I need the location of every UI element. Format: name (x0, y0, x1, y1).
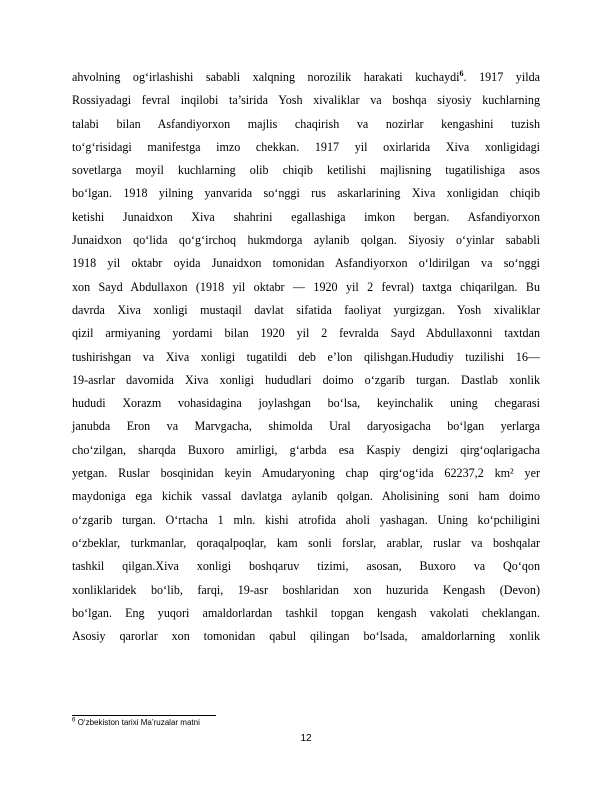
text-line: sovetlarga moyil kuchlarning olib chiqib ketilishi majlisning tugatilishiga asos (72, 163, 540, 178)
footnote (72, 718, 200, 728)
text-line-1 (72, 66, 540, 89)
text-line: o‘zgarib turgan. O‘rtacha 1 mln. kishi atrofida aholi yashagan. Uning ko‘pchiligini (72, 512, 540, 527)
text-line: davrda Xiva xonligi mustaqil davlat sifatida faoliyat yurgizgan. Yosh xivaliklar (72, 302, 540, 317)
text-line: 1918 yil oktabr oyida Junaidxon tomonidan Asfandiyorxon o‘ldirilgan va so‘nggi (72, 256, 540, 271)
page-number: 12 (300, 733, 312, 744)
footnote-number: 6 (72, 717, 76, 724)
text-line: tushirishgan va Xiva xonligi tugatildi deb e’lon qilishgan.Hududiy tuzilishi 16— (72, 349, 540, 364)
text-line: tashkil qilgan.Xiva xonligi boshqaruv tizimi, asosan, Buxoro va Qo‘qon (72, 559, 540, 574)
text-line: Asosiy qarorlar xon tomonidan qabul qilingan bo‘lsada, amaldorlarning xonlik (72, 629, 540, 644)
text-line: o‘zbeklar, turkmanlar, qoraqalpoqlar, kam sonli forslar, arablar, ruslar va boshqalar (72, 535, 540, 550)
footnote-reference[interactable]: 6 (459, 68, 464, 78)
text-line: ketishi Junaidxon Xiva shahrini egallashiga imkon bergan. Asfandiyorxon (72, 209, 540, 224)
text-line: hududi Xorazm vohasidagina joylashgan bo‘lsa, keyinchalik uning chegarasi (72, 396, 540, 411)
text-line: bo‘lgan. Eng yuqori amaldorlardan tashkil topgan kengash vakolati cheklangan. (72, 605, 540, 620)
text-line: xonliklaridek bo‘lib, farqi, 19-asr boshlaridan xon huzurida Kengash (Devon) (72, 582, 540, 597)
text-line: maydoniga ega kichik vassal davlatga aylanib qolgan. Aholisining soni ham doimo (72, 489, 540, 504)
text-line: 19-asrlar davomida Xiva xonligi hududlari doimo o‘zgarib turgan. Dastlab xonlik (72, 372, 540, 387)
text-line: to‘g‘risidagi manifestga imzo chekkan. 1917 yil oxirlarida Xiva xonligidagi (72, 139, 540, 154)
body-text (72, 66, 540, 648)
text-line: Rossiyadagi fevral inqilobi ta’sirida Yosh xivaliklar va boshqa siyosiy kuchlarning (72, 93, 540, 108)
text-line: cho‘zilgan, sharqda Buxoro amirligi, g‘arbda esa Kaspiy dengizi qirg‘oqlarigacha (72, 442, 540, 457)
text-line-1-start: ahvolning og‘irlashishi sababli xalqning norozilik harakati kuchaydi (72, 70, 460, 84)
text-line: Junaidxon qo‘lida qo‘g‘irchoq hukmdorga aylanib qolgan. Siyosiy o‘yinlar sababli (72, 233, 540, 248)
text-line: yetgan. Ruslar bosqinidan keyin Amudaryoning chap qirg‘og‘ida 62237,2 km² yer (72, 466, 540, 481)
text-line: qizil armiyaning yordami bilan 1920 yil 2 fevralda Sayd Abdullaxonni taxtdan (72, 326, 540, 341)
text-line: janubda Eron va Marvgacha, shimolda Ural daryosigacha bo‘lgan yerlarga (72, 419, 540, 434)
footnote-text: O‘zbekiston tarixi Ma’ruzalar matni (77, 718, 200, 727)
text-line: bo‘lgan. 1918 yilning yanvarida so‘nggi rus askarlarining Xiva xonligidan chiqib (72, 186, 540, 201)
text-line: talabi bilan Asfandiyorxon majlis chaqirish va nozirlar kengashini tuzish (72, 116, 540, 131)
text-line: xon Sayd Abdullaxon (1918 yil oktabr — 1920 yil 2 fevral) taxtga chiqarilgan. Bu (72, 279, 540, 294)
footnote-separator (72, 715, 216, 716)
text-line-1-end: . 1917 yilda (463, 70, 540, 84)
